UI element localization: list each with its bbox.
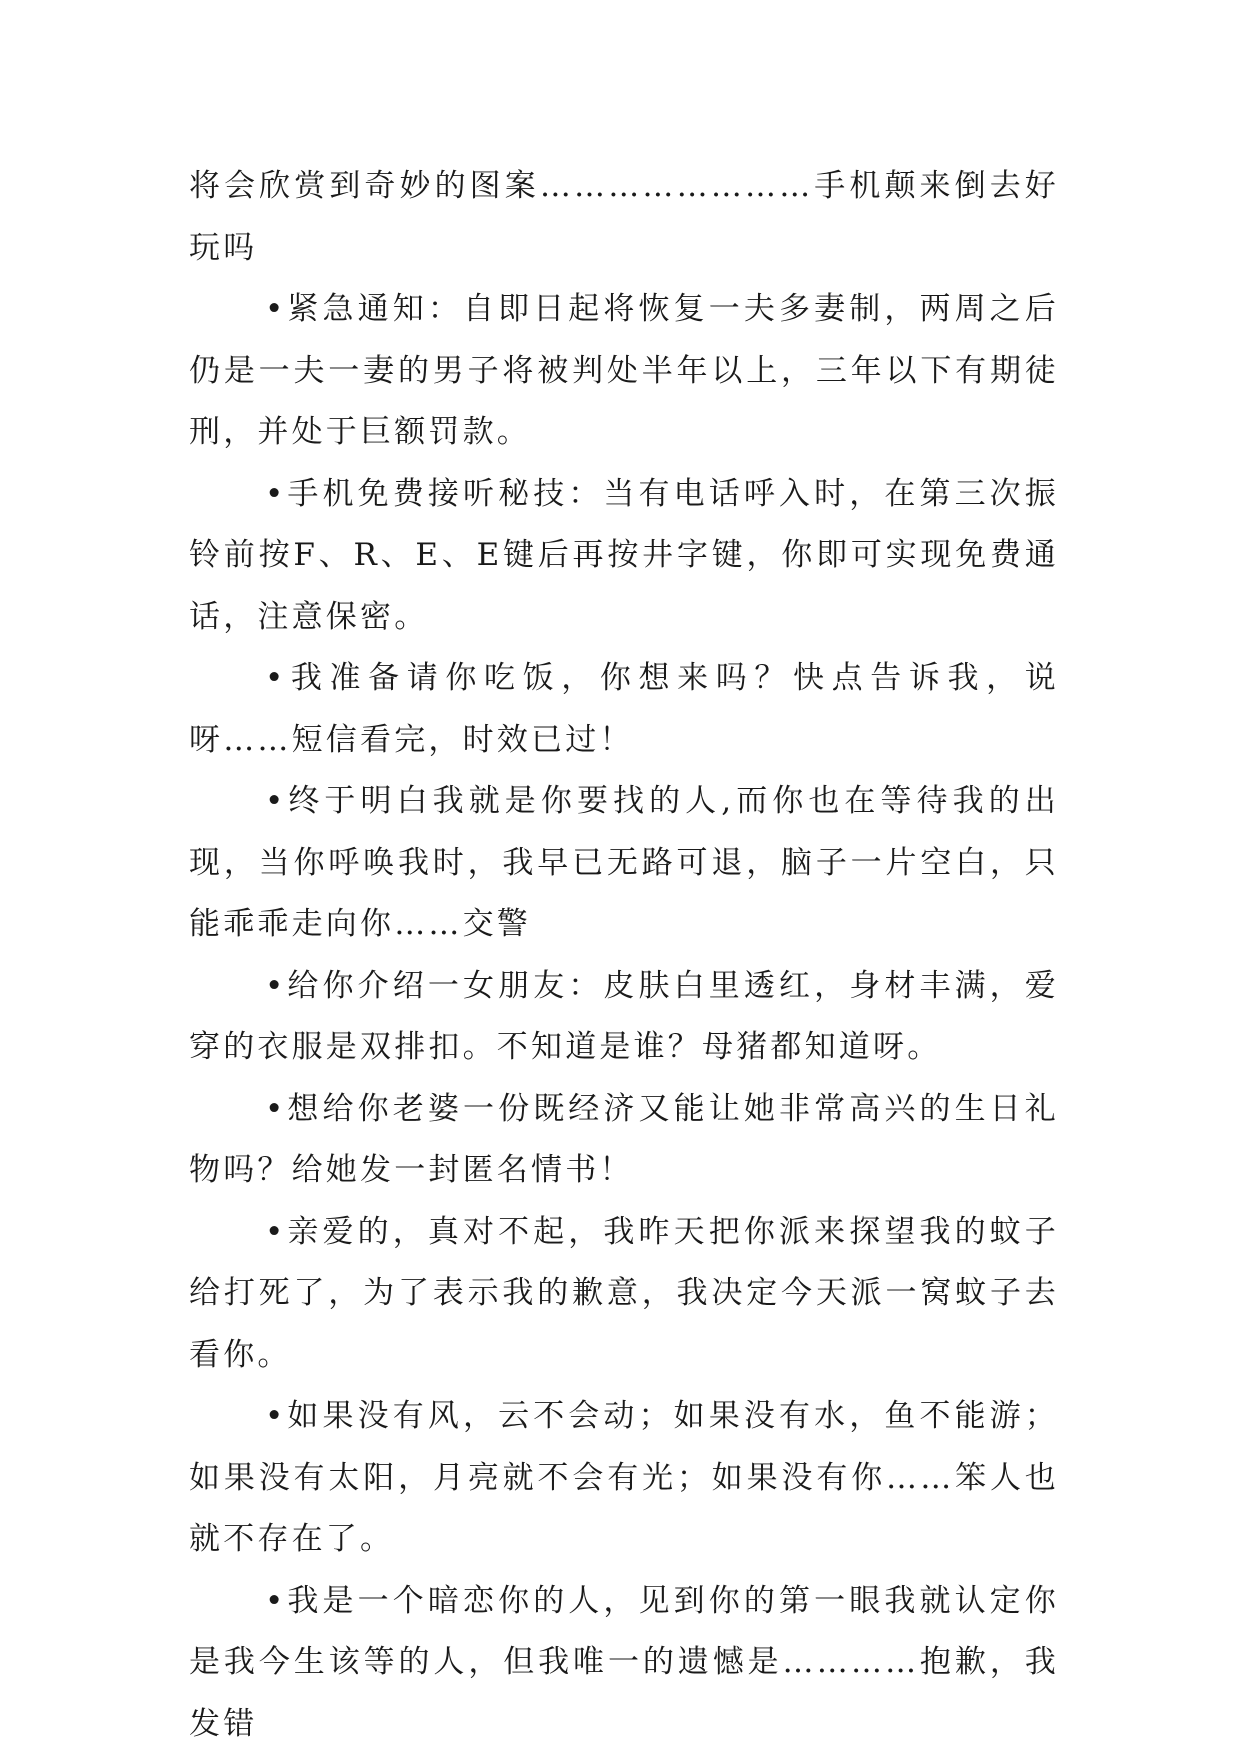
paragraph-urgent-notice: •紧急通知：自即日起将恢复一夫多妻制，两周之后仍是一夫一妻的男子将被判处半年以上，三年以下有期徒刑，并处于巨额罚款。 xyxy=(189,279,1059,464)
paragraph-dinner-invite: •我准备请你吃饭，你想来吗？快点告诉我，说呀……短信看完，时效已过！ xyxy=(189,648,1059,771)
document-page xyxy=(189,156,1059,1755)
paragraph-birthday-gift: •想给你老婆一份既经济又能让她非常高兴的生日礼物吗？给她发一封匿名情书！ xyxy=(189,1079,1059,1202)
paragraph-phone-trick: •手机免费接听秘技：当有电话呼入时，在第三次振铃前按F、R、E、E键后再按井字键，你即可实现免费通话，注意保密。 xyxy=(189,464,1059,649)
paragraph-traffic-police: •终于明白我就是你要找的人,而你也在等待我的出现，当你呼唤我时，我早已无路可退，脑子一片空白，只能乖乖走向你……交警 xyxy=(189,771,1059,956)
paragraph-secret-admirer: •我是一个暗恋你的人，见到你的第一眼我就认定你是我今生该等的人，但我唯一的遗憾是…………抱歉，我发错 xyxy=(189,1571,1059,1755)
paragraph-girlfriend-joke: •给你介绍一女朋友：皮肤白里透红，身材丰满，爱穿的衣服是双排扣。不知道是谁？母猪都知道呀。 xyxy=(189,956,1059,1079)
paragraph-mosquito: •亲爱的，真对不起，我昨天把你派来探望我的蚊子给打死了，为了表示我的歉意，我决定今天派一窝蚊子去看你。 xyxy=(189,1202,1059,1387)
paragraph-if-no-wind: •如果没有风，云不会动；如果没有水，鱼不能游；如果没有太阳，月亮就不会有光；如果没有你……笨人也就不存在了。 xyxy=(189,1386,1059,1571)
paragraph-continuation: 将会欣赏到奇妙的图案……………………手机颠来倒去好玩吗 xyxy=(189,156,1059,279)
